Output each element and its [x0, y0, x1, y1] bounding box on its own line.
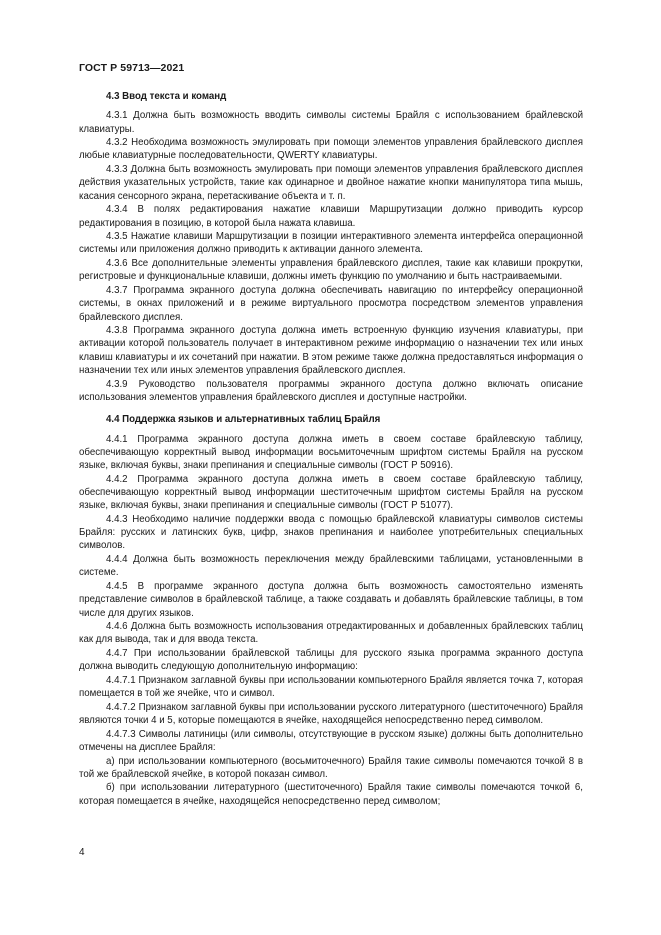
paragraph-4-4-2: 4.4.2 Программа экранного доступа должна иметь в своем составе брайлевскую таблицу, обеспечивающую корректный вывод информации шеститочечным шрифтом системы Брайля на русском языке, включая буквы, знаки препинания и специальные символы (ГОСТ Р 51077).: [79, 473, 583, 512]
list-item-b: б) при использовании литературного (шеститочечного) Брайля такие символы помечаются точкой 6, которая помещается в ячейке, находящейся непосредственно перед символом;: [79, 782, 583, 807]
section-heading: 4.3 Ввод текста и команд: [106, 91, 227, 102]
paragraph-4-3-9: 4.3.9 Руководство пользователя программы экранного доступа должно включать описание использования элементов управления брайлевского дисплея и доступные настройки.: [79, 378, 583, 403]
section-heading: 4.4 Поддержка языков и альтернативных таблиц Брайля: [106, 414, 381, 426]
paragraph-4-3-6: 4.3.6 Все дополнительные элементы управления брайлевского дисплея, такие как клавиши прокрутки, регистровые и функциональные клавиши, должны иметь функцию по умолчанию и быть настраиваемыми.: [79, 258, 583, 283]
paragraph-4-4-5: 4.4.5 В программе экранного доступа должна быть возможность самостоятельно изменять представление символов в брайлевской таблице, а также создавать и добавлять брайлевские таблицы, в том числе для других языков.: [79, 580, 583, 619]
paragraph-4-3-3: 4.3.3 Должна быть возможность эмулировать при помощи элементов управления брайлевского дисплея действия указательных устройств, такие как одинарное и двойное нажатие кнопки манипулятора типа мышь, касания сенсорного экрана, перетаскивание объекта и т. п.: [79, 164, 583, 202]
paragraph-4-4-1: 4.4.1 Программа экранного доступа должна иметь в своем составе брайлевскую таблицу, обеспечивающую корректный вывод информации восьмиточечным шрифтом системы Брайля на русском языке, включая буквы, знаки препинания и специальные символы (ГОСТ Р 50916).: [79, 433, 583, 472]
paragraph-4-3-1: 4.3.1 Должна быть возможность вводить символы системы Брайля с использованием брайлевской клавиатуры.: [79, 110, 583, 135]
paragraph-4-3-5: 4.3.5 Нажатие клавиши Маршрутизации в позиции интерактивного элемента интерфейса операционной системы или приложения должно приводить к активации данного элемента.: [79, 231, 583, 256]
paragraph-4-4-7-1: 4.4.7.1 Признаком заглавной буквы при использовании компьютерного Брайля является точка 7, которая помещается в той же ячейке, что и символ.: [79, 674, 583, 700]
paragraph-4-3-2: 4.3.2 Необходима возможность эмулировать при помощи элементов управления брайлевского дисплея любые клавиатурные последовательности, QWERTY клавиатуры.: [79, 137, 583, 162]
page-number: 4: [79, 847, 85, 858]
paragraph-4-3-8: 4.3.8 Программа экранного доступа должна иметь встроенную функцию изучения клавиатуры, при активации которой пользователь получает в интерактивном режиме информацию о назначении тех или иных клавиш клавиатуры и их сочетаний при нажатии. В этом режиме также должна предоставляться информация о назначении тех или иных элементов управления брайлевского дисплея.: [79, 325, 583, 377]
paragraph-4-3-4: 4.3.4 В полях редактирования нажатие клавиши Маршрутизации должно приводить курсор редактирования в позицию, в которой была нажата клавиша.: [79, 204, 583, 229]
paragraph-4-4-7: 4.4.7 При использовании брайлевской таблицы для русского языка программа экранного доступа должна выводить следующую дополнительную информацию:: [79, 648, 583, 673]
section-4-4: [79, 413, 583, 808]
paragraph-4-4-7-2: 4.4.7.2 Признаком заглавной буквы при использовании русского литературного (шеститочечного) Брайля являются точки 4 и 5, которые помещаются в ячейке, находящейся непосредственно перед символом.: [79, 701, 583, 727]
list-item-a: а) при использовании компьютерного (восьмиточечного) Брайля такие символы помечаются точкой 8 в той же брайлевской ячейке, в которой показан символ.: [79, 755, 583, 780]
paragraph-4-4-6: 4.4.6 Должна быть возможность использования отредактированных и добавленных брайлевских таблиц как для вывода, так и для ввода текста.: [79, 621, 583, 646]
paragraph-4-4-7-3: 4.4.7.3 Символы латиницы (или символы, отсутствующие в русском языке) должны быть дополнительно отмечены на дисплее Брайля:: [79, 728, 583, 753]
standard-identifier: ГОСТ Р 59713—2021: [79, 62, 185, 74]
section-4-3: [79, 90, 583, 404]
paragraph-4-4-4: 4.4.4 Должна быть возможность переключения между брайлевскими таблицами, установленными в системе.: [79, 554, 583, 579]
paragraph-4-3-7: 4.3.7 Программа экранного доступа должна обеспечивать навигацию по интерфейсу операционной системы, в окнах приложений и в режиме виртуального просмотра посредством элементов управления брайлевского дисплея.: [79, 284, 583, 323]
document-body: [79, 90, 583, 808]
paragraph-4-4-3: 4.4.3 Необходимо наличие поддержки ввода с помощью брайлевской клавиатуры символов системы Брайля: русских и латинских букв, цифр, знаков препинания и наиболее употребительных специальных символов.: [79, 513, 583, 552]
